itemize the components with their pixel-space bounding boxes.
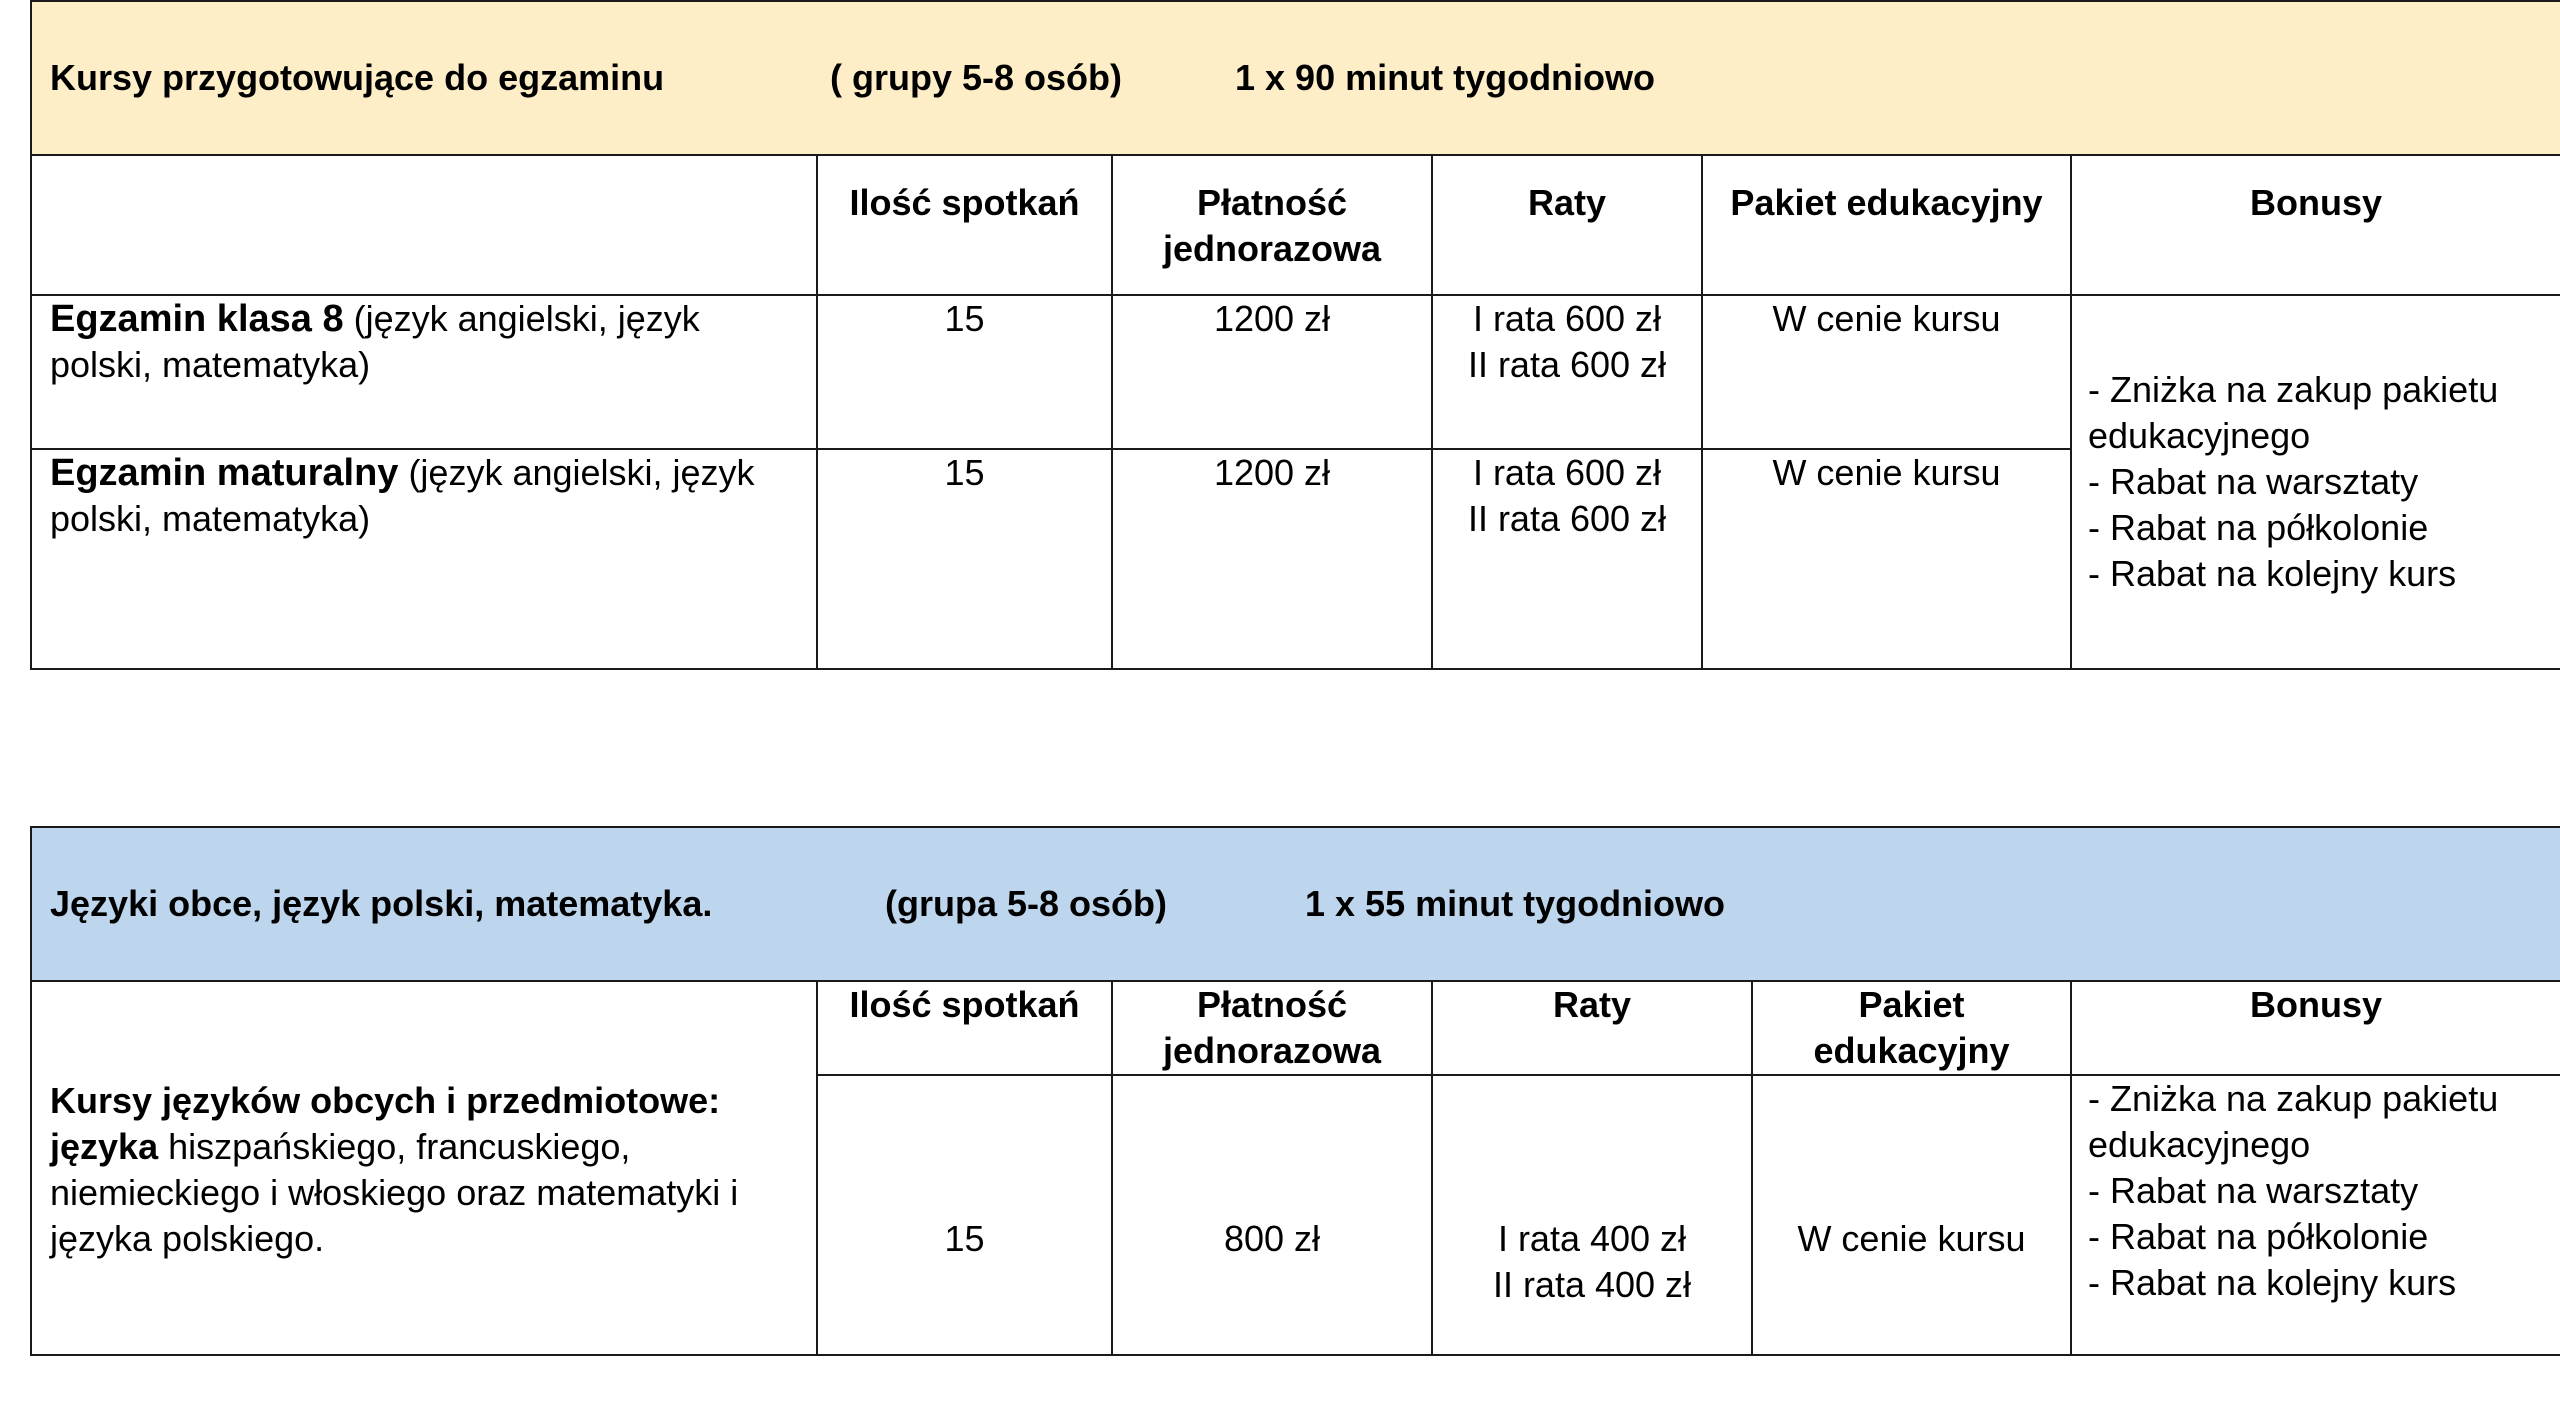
col-package [1752,981,2071,1075]
language-courses-title: Języki obce, język polski, matematyka. [50,883,713,924]
col-payment-line1: Płatność [1196,182,1348,223]
rate-1: I rata 600 zł [1472,452,1662,493]
exam-courses-title: Kursy przygotowujące do egzaminu [50,57,665,98]
rate-2: II rata 400 zł [1492,1264,1692,1305]
course-name: Egzamin klasa 8 [50,298,344,340]
col-payment-line1: Płatność [1196,984,1348,1025]
col-package: Pakiet edukacyjny [1702,155,2071,295]
col-installments: Raty [1432,155,1702,295]
installments-value [1432,1075,1752,1355]
table-row [31,295,2560,449]
col-payment-line2: jednorazowa [1162,228,1382,269]
payment-value: 1200 zł [1112,295,1432,449]
package-value: W cenie kursu [1702,295,2071,449]
meetings-value: 15 [817,295,1112,449]
course-name: Egzamin maturalny [50,452,399,494]
bonuses-list [2071,295,2560,669]
exam-courses-column-headers [31,155,2560,295]
exam-courses-group: ( grupy 5-8 osób) [830,57,1123,98]
rate-1: I rata 600 zł [1472,298,1662,339]
col-package-line2: edukacyjny [1813,1030,2010,1071]
list-item: - Rabat na warsztaty [2088,461,2419,502]
meetings-value: 15 [817,1075,1112,1355]
language-courses-header-row [31,827,2560,981]
course-name-cell [31,981,817,1355]
meetings-value: 15 [817,449,1112,669]
list-item: - Zniżka na zakup pakietu [2088,1078,2499,1119]
language-courses-header [31,827,2560,981]
col-bonuses: Bonusy [2071,981,2560,1075]
list-item: edukacyjnego [2088,1124,2311,1165]
language-courses-column-headers [31,981,2560,1075]
exam-courses-table [30,0,2560,670]
list-item: - Rabat na półkolonie [2088,1216,2429,1257]
language-courses-table [30,826,2560,1356]
empty-header-cell [31,155,817,295]
payment-value: 1200 zł [1112,449,1432,669]
course-name-cell [31,449,817,669]
language-courses-time: 1 x 55 minut tygodniowo [1305,883,1726,924]
bonuses-list [2071,1075,2560,1355]
col-meetings: Ilość spotkań [817,155,1112,295]
course-name: Kursy języków obcych i przedmiotowe: języka [50,1080,721,1167]
col-bonuses: Bonusy [2071,155,2560,295]
list-item: edukacyjnego [2088,415,2311,456]
list-item: - Rabat na półkolonie [2088,507,2429,548]
exam-courses-header-row [31,1,2560,155]
list-item: - Rabat na kolejny kurs [2088,1262,2457,1303]
package-value: W cenie kursu [1752,1075,2071,1355]
col-payment [1112,981,1432,1075]
list-item: - Rabat na warsztaty [2088,1170,2419,1211]
col-installments: Raty [1432,981,1752,1075]
payment-value: 800 zł [1112,1075,1432,1355]
language-courses-group: (grupa 5-8 osób) [885,883,1168,924]
exam-courses-header [31,1,2560,155]
col-package-line1: Pakiet [1858,984,1965,1025]
rate-1: I rata 400 zł [1497,1218,1687,1259]
list-item: - Rabat na kolejny kurs [2088,553,2457,594]
course-desc: hiszpańskiego, francuskiego, niemieckiego i włoskiego oraz matematyki i języka polskiego. [50,1126,739,1259]
list-item: - Zniżka na zakup pakietu [2088,369,2499,410]
course-name-cell [31,295,817,449]
col-meetings: Ilość spotkań [817,981,1112,1075]
installments-value [1432,295,1702,449]
rate-2: II rata 600 zł [1467,498,1667,539]
course-desc: (język angielski, język polski, matematyka) [50,452,755,539]
course-desc: (język angielski, język polski, matematyka) [50,298,700,385]
col-payment-line2: jednorazowa [1162,1030,1382,1071]
exam-courses-time: 1 x 90 minut tygodniowo [1235,57,1656,98]
rate-2: II rata 600 zł [1467,344,1667,385]
col-payment [1112,155,1432,295]
installments-value [1432,449,1702,669]
package-value: W cenie kursu [1702,449,2071,669]
